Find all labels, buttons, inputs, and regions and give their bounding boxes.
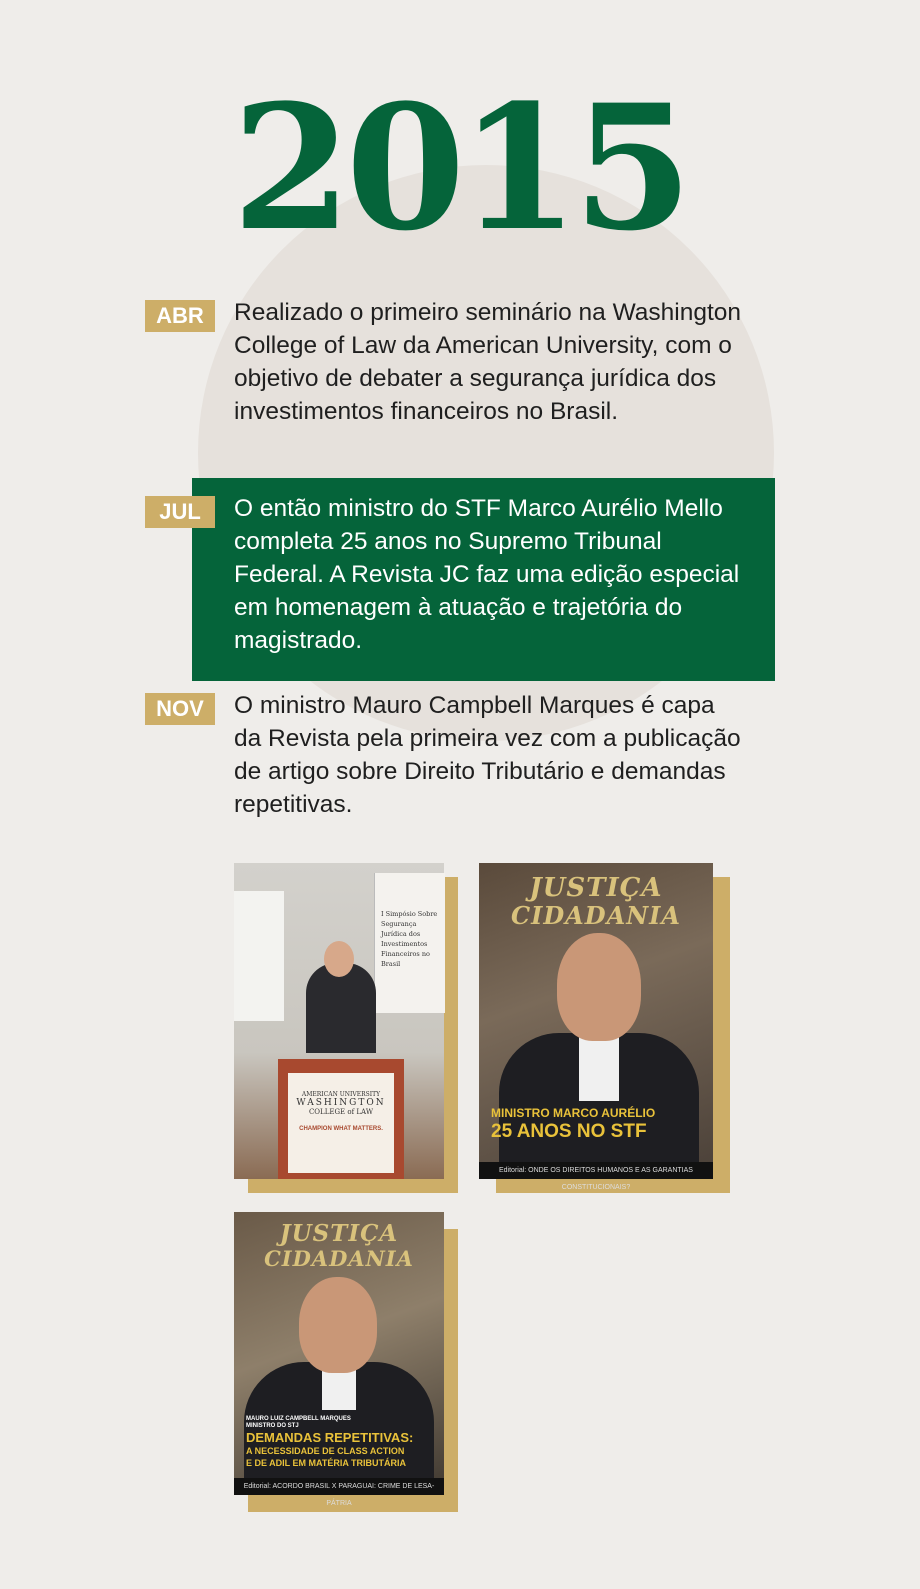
year-heading: 2015 — [232, 66, 687, 269]
projection-screen — [234, 891, 284, 1021]
masthead: JUSTIÇA — [529, 873, 663, 903]
masthead-2: CIDADANIA — [511, 901, 681, 930]
banner-text: I Simpósio Sobre Segurança Jurídica dos Investimentos Financeiros no Brasil — [381, 910, 438, 968]
cover-headline: MINISTRO MARCO AURÉLIO — [491, 1106, 656, 1120]
cover-headline-3: E DE ADIL EM MATÉRIA TRIBUTÁRIA — [246, 1458, 406, 1468]
speaker-head — [324, 941, 354, 977]
month-tag: JUL — [145, 496, 215, 528]
month-tag: ABR — [145, 300, 215, 332]
entry-text: Realizado o primeiro seminário na Washington College of Law da American University, com o objetivo de debater a segurança jurídica dos investimentos financeiros no Brasil. — [234, 299, 742, 425]
masthead-2: CIDADANIA — [264, 1246, 414, 1271]
cover-headline-2: 25 ANOS NO STF — [491, 1121, 647, 1142]
cover-headline: DEMANDAS REPETITIVAS: — [246, 1430, 414, 1445]
cover-name: MAURO LUIZ CAMPBELL MARQUES — [246, 1416, 351, 1422]
podium-sign: AMERICAN UNIVERSITY WASHINGTON COLLEGE of LAW CHAMPION WHAT MATTERS. — [288, 1073, 394, 1173]
cover-editorial: Editorial: ONDE OS DIREITOS HUMANOS E AS GARANTIAS CONSTITUCIONAIS? — [479, 1162, 713, 1179]
cover-editorial: Editorial: ACORDO BRASIL X PARAGUAI: CRIME DE LESA-PÁTRIA — [234, 1478, 444, 1495]
cover-role: MINISTRO DO STJ — [246, 1423, 299, 1429]
portrait-face — [299, 1277, 377, 1373]
event-banner — [374, 873, 445, 1013]
entry-text: O ministro Mauro Campbell Marques é capa da Revista pela primeira vez com a publicação de artigo sobre Direito Tributário e demandas repetitivas. — [234, 692, 741, 818]
portrait-face — [557, 933, 641, 1041]
entry-text: O então ministro do STF Marco Aurélio Mello completa 25 anos no Supremo Tribunal Federal. A Revista JC faz uma edição especial em homenagem à atuação e trajetória do magistrado. — [234, 495, 740, 654]
month-tag: NOV — [145, 693, 215, 725]
masthead: JUSTIÇA — [279, 1220, 399, 1247]
cover-headline-2: A NECESSIDADE DE CLASS ACTION — [246, 1446, 405, 1456]
